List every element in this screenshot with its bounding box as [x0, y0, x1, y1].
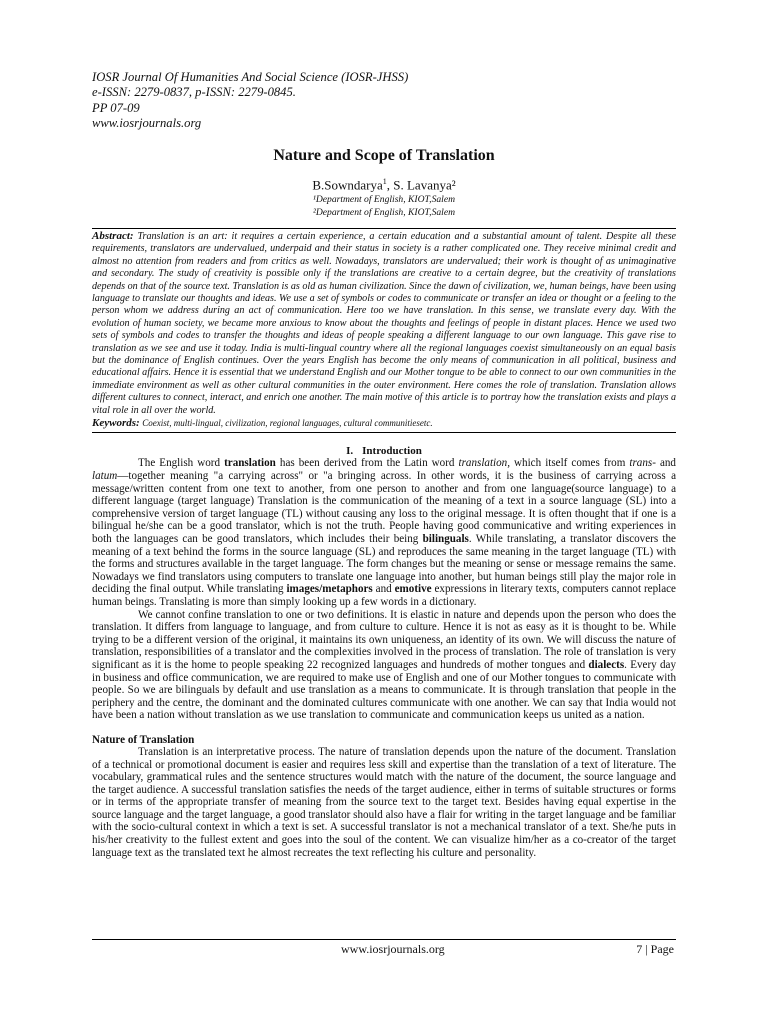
author-separator: , — [386, 176, 394, 192]
journal-header — [92, 70, 676, 132]
author-1-marker: 1 — [382, 176, 387, 186]
section-title: Introduction — [362, 445, 422, 458]
nature-body — [92, 746, 676, 859]
nature-paragraph-1: Translation is an interpretative process. The nature of translation depends upon the nature of the document. Translation of a technical or promotional document is easier and requires less skill and expertise than the translation of a text of literature. The vocabulary, grammatical rules and the sentence structures would match with the nature of the document, the source language and the target audience. A successful translation satisfies the needs of the target audience, either in terms of suitable structures or forms or in terms of the appropriate transfer of meaning from the source text to the target text. Besides having equal expertise in the source language and the target language, a good translator should also have a flair for writing in the target language and be familiar with the socio-cultural context in which a text is set. A successful translator is not a mechanical translator of a text. She/he puts in his/her creativity to the fullest extent and goes into the soul of the content. We can visualize him/her as a co-creator of the target language text as the translated text he almost recreates the text reflecting his culture and personality. — [92, 745, 676, 859]
term-latum: latum — [92, 470, 118, 483]
author-2-marker: ² — [451, 176, 456, 192]
abstract — [92, 230, 676, 417]
keywords-label: Keywords: — [92, 417, 140, 430]
term-trans: trans- — [629, 457, 656, 470]
term-dialects: dialects — [588, 658, 625, 671]
paper-title: Nature and Scope of Translation — [273, 146, 495, 164]
abstract-text: Translation is an art: it requires a certain experience, a certain education and a substantial amount of talent. Despite all these requirements, translators are undervalued, underpaid and their status in society is a rather complicated one. They receive minimal credit and almost no attention from readers and from critics as well. Nowadays, translators are undervalued; their work is thought of as unimaginative and secondary. The study of creativity is possible only if the translations are creative to a certain degree, but the creativity of translations depends on that of the source text. Translation is as old as human civilization. Since the dawn of civilization, we, human beings, have been using language to translate our thoughts and ideas. We use a set of symbols or codes to communicate or transfer an idea or thought or a feeling to the person whom we address during an act of communication. Here too we have translation. In this sense, we translate every day. With the evolution of human society, we became more anxious to know about the thoughts and feelings of people in distant places. Hence we used two sets of symbols and codes to transfer the thoughts and ideas of people speaking a different language to our own language. This gave rise to translation as we see and use it today. India is multi-lingual country where all the regional languages coexist simultaneously on an equal basis but the dominance of English continues. Over the years English has become the only means of communication in all political, business and educational affairs. Hence it is essential that we understand English and our Mother tongue to be able to connect to our own communities in the immediate environment as well as other cultural communities in the outer environment. Here comes the role of translation. Translation allows different cultures to connect, interact, and enrich one another. The main motive of this article is to portray how the translation exists and plays a vital role in all over the world. — [92, 230, 676, 416]
intro-paragraph-2: We cannot confine translation to one or two definitions. It is elastic in nature and depends upon the person who does the translation. It differs from language to language, and from culture to culture. Hence it is not as easy as it is thought to be. While trying to be a different version of the original, it maintains its own uniqueness, an identity of its own. We will discuss the nature of translation, responsibilities of a translator and the complexities involved in the process of translation. The role of translation is very significant as it is the home to people speaking 22 recognized languages and hundreds of mother tongues and dialects. Every day in business and office communication, we are required to make use of English and one of our Mother tongues to communicate with people. So we are bilinguals by default and use translation as a means to communicate. It is through translation that people in the periphery and the centre, the dominant and the dominated cultures communicate with one another. We can say that India would not have been a nation without translation as we use translation to communicate and communication keeps us united as a nation. — [92, 608, 677, 722]
affiliation-2: ²Department of English, KIOT,Salem — [312, 206, 456, 218]
term-translation: translation — [224, 457, 276, 470]
paper-page — [92, 70, 676, 859]
intro-paragraph-1: The English word translation has been derived from the Latin word translation, which itself comes from trans- and latum—together meaning "a carrying across" or "a bringing across. In other words, it is the business of carrying across a message/written content from one text to another, from one person to another and from one language(source language) to a different language (target language) Translation is the communication of the meaning of a text in a source language (SL) into a comprehensive version of target language (TL) without causing any loss to the original message. It is often thought that if one is a bilingual he/she can be a good translator, which is not the truth. People having good communicative and writing experiences in both the languages can be good translators, which includes their being bilinguals. While translating, a translator discovers the meaning of a text behind the forms in the source language (SL) and reproduces the same meaning in the target language (TL) with the forms and structures available in the target language. The form changes but the meaning or sense or message remains the same. Nowadays we find translators using computers to translate one language into another, but human beings still play the major role in deciding the final output. While translating images/metaphors and emotive expressions in literary texts, computers cannot replace human beings. Translating is more than simply looking up a few words in a dictionary. — [92, 457, 676, 608]
term-images-metaphors: images/metaphors — [286, 583, 373, 596]
journal-name: IOSR Journal Of Humanities And Social Science (IOSR-JHSS) — [92, 70, 409, 84]
abstract-block — [92, 228, 676, 434]
journal-issn: e-ISSN: 2279-0837, p-ISSN: 2279-0845. — [92, 85, 296, 100]
journal-website[interactable]: www.iosrjournals.org — [92, 116, 202, 131]
author-1: B.Sowndarya — [312, 176, 383, 192]
keywords-text: Coexist, multi-lingual, civilization, regional languages, cultural communitiesetc. — [142, 418, 433, 429]
affiliation-1: ¹Department of English, KIOT,Salem — [312, 193, 456, 205]
introduction-body — [92, 457, 676, 721]
abstract-label: Abstract: — [92, 229, 134, 242]
page-footer — [92, 939, 676, 962]
author-2: S. Lavanya — [393, 176, 452, 192]
keywords — [92, 417, 676, 430]
section-heading-introduction — [92, 445, 676, 457]
subheading-nature: Nature of Translation — [92, 733, 195, 746]
footer-website[interactable]: www.iosrjournals.org — [341, 942, 445, 956]
term-latin-translation: translation, — [458, 457, 510, 470]
authors-line — [92, 177, 676, 193]
journal-pages: PP 07-09 — [92, 100, 140, 115]
page-number: 7 | Page — [636, 942, 674, 956]
section-number: I. — [346, 445, 354, 458]
term-emotive: emotive — [394, 583, 432, 596]
term-bilinguals: bilinguals — [422, 533, 469, 546]
